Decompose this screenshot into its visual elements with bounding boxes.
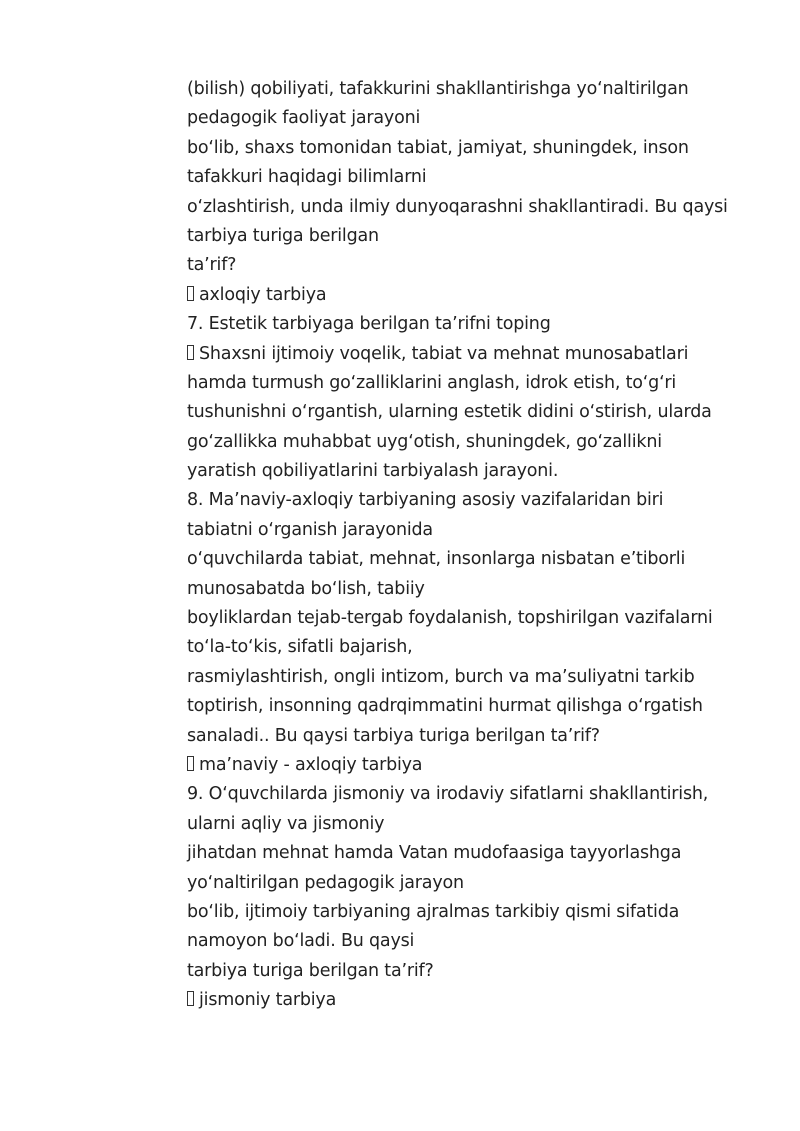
text-line: tabiatni o‘rganish jarayonida <box>187 519 433 540</box>
document-body <box>187 75 757 1016</box>
text-line: boyliklardan tejab-tergab foydalanish, topshirilgan vazifalarni <box>187 608 713 629</box>
text-line: tarbiya turiga berilgan <box>187 225 379 246</box>
question-heading: 9. O‘quvchilarda jismoniy va irodaviy sifatlarni shakllantirish, <box>187 784 709 805</box>
text-line: tushunishni o‘rgantish, ularning estetik didini o‘stirish, ularda <box>187 402 712 423</box>
text-line: munosabatda bo‘lish, tabiiy <box>187 578 425 599</box>
text-line: o‘quvchilarda tabiat, mehnat, insonlarga nisbatan e’tiborli <box>187 549 686 570</box>
answer-text: Shaxsni ijtimoiy voqelik, tabiat va mehnat munosabatlari <box>199 343 689 364</box>
text-line: o‘zlashtirish, unda ilmiy dunyoqarashni shakllantiradi. Bu qaysi <box>187 196 728 217</box>
text-line: namoyon bo‘ladi. Bu qaysi <box>187 931 415 952</box>
answer-line <box>187 986 757 1015</box>
text-line: tarbiya turiga berilgan ta’rif? <box>187 960 434 981</box>
text-line: (bilish) qobiliyati, tafakkurini shakllantirishga yo‘naltirilgan <box>187 79 689 99</box>
text-line: bo‘lib, ijtimoiy tarbiyaning ajralmas tarkibiy qismi sifatida <box>187 901 680 922</box>
text-line: tafakkuri haqidagi bilimlarni <box>187 167 427 188</box>
missing-glyph-box-icon <box>187 991 194 1006</box>
answer-text: jismoniy tarbiya <box>199 990 337 1011</box>
answer-line <box>187 340 757 369</box>
answer-line <box>187 281 757 310</box>
question-heading: 8. Ma’naviy-axloqiy tarbiyaning asosiy vazifalaridan biri <box>187 490 664 511</box>
question-heading: 7. Estetik tarbiyaga berilgan ta’rifni toping <box>187 314 551 335</box>
text-line: rasmiylashtirish, ongli intizom, burch va ma’suliyatni tarkib <box>187 666 695 687</box>
text-line: yaratish qobiliyatlarini tarbiyalash jarayoni. <box>187 461 559 482</box>
answer-line <box>187 751 757 780</box>
missing-glyph-box-icon <box>187 756 194 771</box>
text-line: pedagogik faoliyat jarayoni <box>187 108 421 129</box>
text-line: hamda turmush go‘zalliklarini anglash, idrok etish, to‘g‘ri <box>187 372 677 393</box>
text-line: ta’rif? <box>187 255 237 276</box>
text-line: yo‘naltirilgan pedagogik jarayon <box>187 872 464 893</box>
answer-text: ma’naviy - axloqiy tarbiya <box>199 754 423 775</box>
missing-glyph-box-icon <box>187 286 194 301</box>
missing-glyph-box-icon <box>187 345 194 360</box>
text-line: sanaladi.. Bu qaysi tarbiya turiga berilgan ta’rif? <box>187 725 600 746</box>
text-line: go‘zallikka muhabbat uyg‘otish, shuningdek, go‘zallikni <box>187 431 662 452</box>
text-line: jihatdan mehnat hamda Vatan mudofaasiga tayyorlashga <box>187 843 682 864</box>
text-line: toptirish, insonning qadrqimmatini hurmat qilishga o‘rgatish <box>187 696 703 717</box>
answer-text: axloqiy tarbiya <box>199 284 327 305</box>
text-line: bo‘lib, shaxs tomonidan tabiat, jamiyat, shuningdek, inson <box>187 137 689 158</box>
text-line: ularni aqliy va jismoniy <box>187 813 385 834</box>
text-line: to‘la-to‘kis, sifatli bajarish, <box>187 637 413 658</box>
